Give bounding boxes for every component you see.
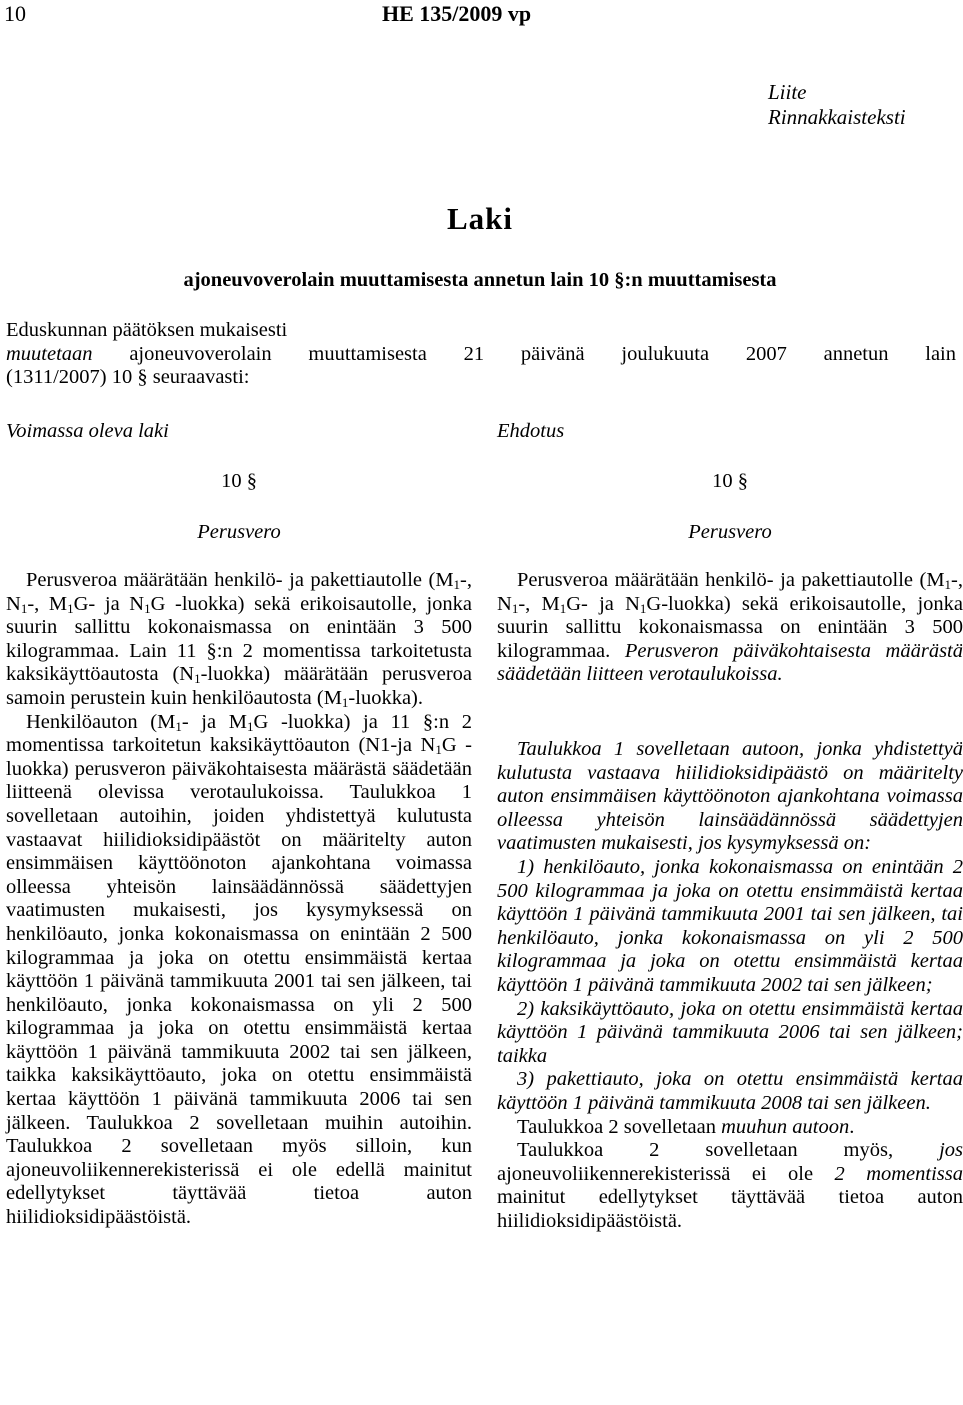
proposal-item-1: 1) henkilöauto, jonka kokonaismassa on enintään 2 500 kilogrammaa ja joka on otettu ensimmäistä kertaa käyttöön 1 päivänä tammikuuta 2001 tai sen jälkeen, tai henkilöauto, jonka kokonaismassa on yli 2 500 kilogrammaa ja joka on otettu ensimmäistä kertaa käyttöön 1 päivänä tammikuuta 2002 tai sen jälkeen; xyxy=(497,855,963,996)
proposal-paragraph-4: Taulukkoa 2 sovelletaan myös, jos ajoneuvoliikennerekisterissä ei ole 2 momentissa mainitut edellytykset täyttävää tietoa auton hiilidioksidipäästöistä. xyxy=(497,1139,963,1232)
left-section-number: 10 § xyxy=(221,470,257,492)
intro-line-1: Eduskunnan päätöksen mukaisesti xyxy=(6,319,288,341)
document-id: HE 135/2009 vp xyxy=(382,1,532,26)
left-column-heading: Voimassa oleva laki xyxy=(6,420,169,442)
right-section-title: Perusvero xyxy=(688,521,772,543)
current-law-paragraph-2: Henkilöauton ($M_1-$ ja $M_1G$ -luokka) ja 11 §:n 2 momentissa tarkoitetun kaksikäyttöauton (N1-ja $N_1G$ -luokka) perusveron päiväkohtaisesta määrästä säädetään liitteenä olevissa verotaulukoissa. Taulukkoa 1 sovelletaan autoihin, joiden yhdistettyä kulutusta vastaavat hiilidioksidipäästöt on määritelty auton ensimmäisen käyttöönoton ajankohtana voimassa olleessa yhteisön lainsäädännössä säädettyjen vaatimusten mukaisesti, jos kysymyksessä on henkilöauto, jonka kokonaismassa on enintään 2 500 kilogrammaa ja joka on otettu ensimmäistä kertaa käyttöön 1 päivänä tammikuuta 2001 tai sen jälkeen, tai henkilöauto, jonka kokonaismassa on yli 2 500 kilogrammaa ja joka on otettu ensimmäistä kertaa käyttöön 1 päivänä tammikuuta 2002 tai sen jälkeen, taikka kaksikäyttöauto, joka on otettu ensimmäistä kertaa käyttöön 1 päivänä tammikuuta 2006 tai sen jälkeen. Taulukkoa 2 sovelletaan muihin autoihin. Taulukkoa 2 sovelletaan myös silloin, kun ajoneuvoliikennerekisterissä ei ole edellä mainitut edellytykset täyttävää tietoa auton hiilidioksidipäästöistä. xyxy=(6,710,472,1229)
intro-line-3: (1311/2007) 10 § seuraavasti: xyxy=(6,366,250,389)
proposal-paragraph-2: Taulukkoa 1 sovelletaan autoon, jonka yhdistettyä kulutusta vastaava hiilidioksidipäästö on määritelty auton ensimmäisen käyttöönoton ajankohtana voimassa olleessa yhteisön lainsäädännössä säädettyjen vaatimusten mukaisesti, jos kysymyksessä on: xyxy=(497,738,963,855)
proposal-text xyxy=(497,569,963,687)
proposal-item-2: 2) kaksikäyttöauto, joka on otettu ensimmäistä kertaa käyttöön 1 päivänä tammikuuta 2006 tai sen jälkeen; taikka xyxy=(497,997,963,1067)
right-section-number: 10 § xyxy=(712,470,748,492)
appendix-line-2: Rinnakkaisteksti xyxy=(768,105,906,129)
page-number: 10 xyxy=(4,1,26,26)
proposal-paragraph-1: Perusveroa määrätään henkilö- ja pakettiautolle ($M_1-$, $N_1-$, $M_1G-$ ja $N_1G-luokka$) sekä erikoisautolle, jonka suurin sallittu kokonaismassa on enintään 3 500 kilogrammaa. Perusveron päiväkohtaisesta määrästä säädetään liitteen verotaulukoissa. xyxy=(497,569,963,686)
intro-line-2-rest: ajoneuvoverolain muuttamisesta 21 päivänä joulukuuta 2007 annetun lain xyxy=(92,342,956,365)
intro-verb: muutetaan xyxy=(6,342,93,365)
right-column-heading: Ehdotus xyxy=(497,420,565,442)
appendix-label xyxy=(768,80,906,130)
appendix-line-1: Liite xyxy=(768,80,807,104)
proposal-text-continued xyxy=(497,738,963,1233)
current-law-text xyxy=(6,569,472,1230)
intro-line-2 xyxy=(6,343,956,367)
left-section-title: Perusvero xyxy=(197,521,281,543)
proposal-item-3: 3) pakettiauto, joka on otettu ensimmäistä kertaa käyttöön 1 päivänä tammikuuta 2008 tai sen jälkeen. xyxy=(497,1068,963,1114)
law-subtitle: ajoneuvoverolain muuttamisesta annetun lain 10 §:n muuttamisesta xyxy=(183,269,777,291)
enactment-clause xyxy=(6,319,956,390)
proposal-paragraph-3: Taulukkoa 2 sovelletaan muuhun autoon. xyxy=(517,1115,855,1138)
current-law-paragraph-1: Perusveroa määrätään henkilö- ja pakettiautolle ($M_1-$, $N_1-$, $M_1G-$ ja $N_1G$ -luokka) sekä erikoisautolle, jonka suurin sallittu kokonaismassa on enintään 3 500 kilogrammaa. Lain 11 §:n 2 momentissa tarkoitetusta kaksikäyttöautosta $(N_1-luokka)$ määrätään perusveroa samoin perustein kuin henkilöautosta $(M_1-luokka)$. xyxy=(6,569,472,710)
law-title: Laki xyxy=(446,201,514,236)
